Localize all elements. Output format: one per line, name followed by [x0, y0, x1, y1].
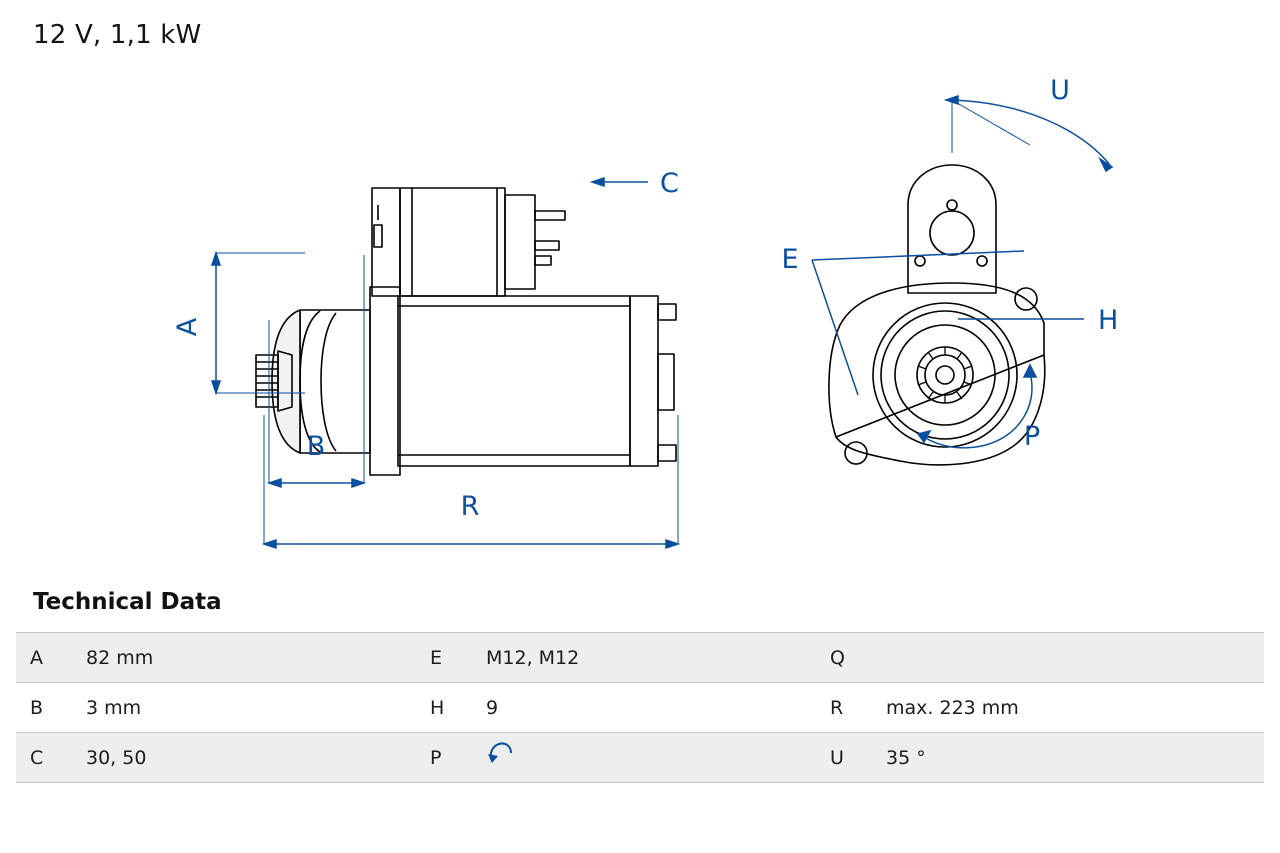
solenoid-body	[400, 188, 505, 296]
commutator-end-cap	[630, 296, 658, 466]
flange-outline-upper	[829, 283, 1044, 437]
row-key-q: Q	[816, 633, 872, 683]
solenoid-terminal-lower	[535, 256, 551, 265]
row-key-a: A	[16, 633, 72, 683]
starter-motor-technical-drawing	[0, 55, 1280, 575]
end-cap-terminal	[658, 354, 674, 410]
end-cap-lug-bottom	[658, 445, 676, 461]
drive-housing-curve	[272, 310, 300, 453]
dim-p-arrow-top	[1024, 365, 1036, 377]
dim-u-radius-right	[952, 100, 1030, 145]
dim-label-U: U	[1050, 75, 1070, 106]
front-view-group	[829, 165, 1045, 465]
front-hole-right	[977, 256, 987, 266]
dim-b-arrow-left	[269, 479, 281, 487]
dim-label-A: A	[172, 317, 203, 337]
dim-a-arrow-bottom	[212, 381, 220, 393]
row-key-p: P	[416, 733, 472, 783]
dim-u-arc	[952, 100, 1110, 165]
solenoid-terminal-mid	[535, 241, 559, 250]
drive-housing-circle-inner	[895, 325, 995, 425]
shaft-bore	[936, 366, 954, 384]
page-title: 12 V, 1,1 kW	[33, 20, 202, 50]
table-row	[16, 733, 1264, 783]
table-row	[16, 633, 1264, 683]
row-value-a: 82 mm	[72, 633, 416, 683]
pinion-circle-inner	[925, 355, 965, 395]
dim-label-P: P	[1023, 421, 1041, 452]
dim-label-R: R	[460, 491, 480, 522]
solenoid-front	[505, 195, 535, 289]
row-value-p	[472, 733, 816, 783]
row-key-b: B	[16, 683, 72, 733]
end-cap-lug-top	[658, 304, 676, 320]
motor-housing	[398, 296, 630, 466]
front-hole-left	[915, 256, 925, 266]
row-key-r: R	[816, 683, 872, 733]
solenoid-front-bore	[930, 211, 974, 255]
solenoid-terminal-upper	[535, 211, 565, 220]
row-value-r: max. 223 mm	[872, 683, 1264, 733]
row-value-h: 9	[472, 683, 816, 733]
front-hole-top	[947, 200, 957, 210]
row-value-u: 35 °	[872, 733, 1264, 783]
solenoid-end-cap	[372, 188, 400, 296]
dim-e-leader-lower	[812, 260, 858, 395]
dimension-annotations	[172, 75, 1118, 548]
dim-label-B: B	[306, 431, 326, 462]
technical-data-heading: Technical Data	[33, 589, 222, 615]
technical-data-table	[16, 632, 1264, 783]
table-row	[16, 683, 1264, 733]
flange-outline-lower	[836, 355, 1045, 465]
dim-c-arrow	[592, 178, 604, 186]
row-value-q	[872, 633, 1264, 683]
dim-r-arrow-left	[264, 540, 276, 548]
solenoid-detail-2	[374, 225, 382, 247]
solenoid-front-outline	[908, 165, 996, 293]
dim-label-C: C	[660, 168, 679, 199]
dim-label-E: E	[781, 244, 799, 275]
row-key-e: E	[416, 633, 472, 683]
row-key-u: U	[816, 733, 872, 783]
dim-label-H: H	[1098, 305, 1119, 336]
dim-e-leader-upper	[812, 251, 1024, 260]
row-value-b: 3 mm	[72, 683, 416, 733]
dim-r-arrow-right	[666, 540, 678, 548]
row-key-c: C	[16, 733, 72, 783]
rotation-direction-icon	[486, 740, 520, 775]
drive-housing-circle-mid	[881, 311, 1009, 439]
drive-end-flange	[370, 287, 400, 475]
row-key-h: H	[416, 683, 472, 733]
dim-b-arrow-right	[352, 479, 364, 487]
dim-a-arrow-top	[212, 253, 220, 265]
row-value-e: M12, M12	[472, 633, 816, 683]
row-value-c: 30, 50	[72, 733, 416, 783]
